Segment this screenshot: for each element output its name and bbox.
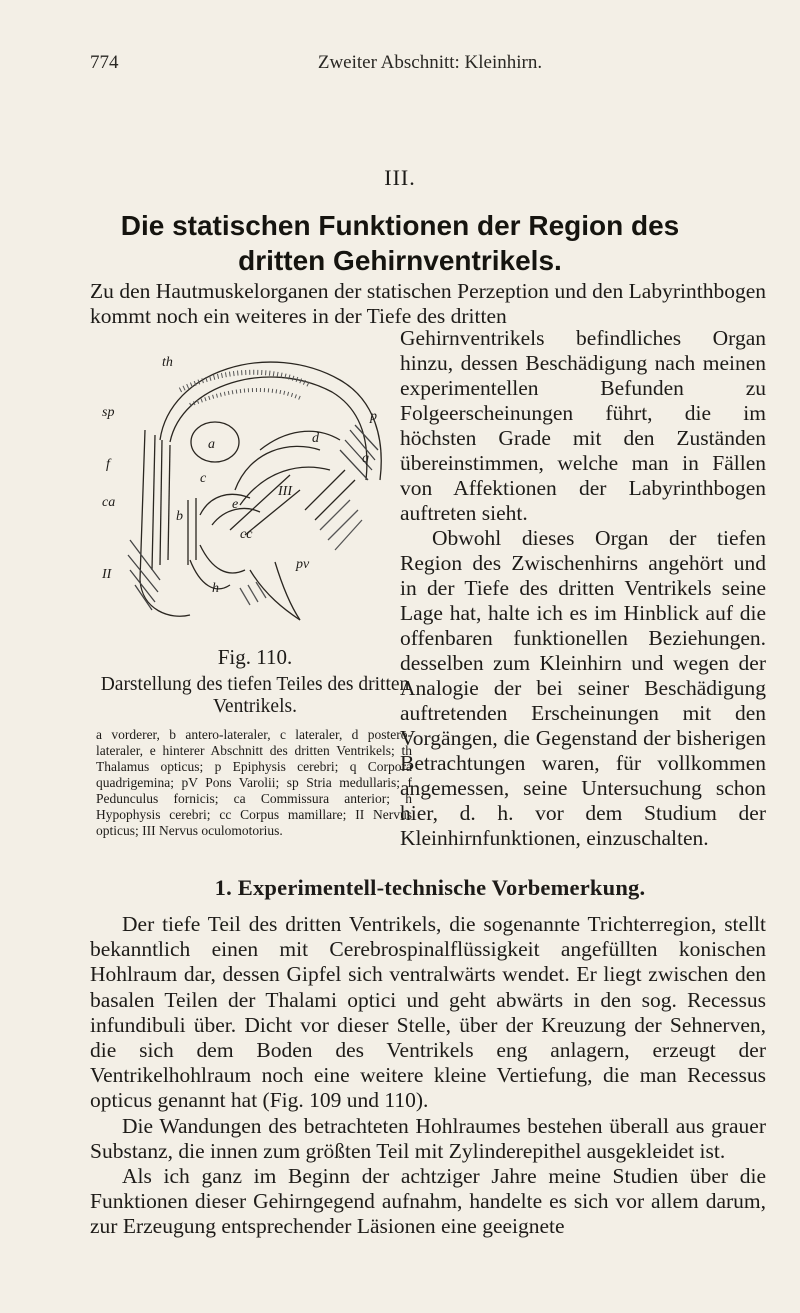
label-II: II xyxy=(102,567,112,582)
label-p: p xyxy=(370,409,377,424)
label-f: f xyxy=(106,457,110,472)
label-a: a xyxy=(208,437,215,452)
brain-section-drawing xyxy=(100,330,400,630)
figure-label: Fig. 110. xyxy=(217,645,293,669)
chapter-title: Die statischen Funktionen der Region des dritten Gehirnventrikels. xyxy=(120,210,680,276)
label-ca: ca xyxy=(102,495,116,510)
running-title: Zweiter Abschnitt: Kleinhirn. xyxy=(317,52,543,73)
label-pv: pv xyxy=(296,557,310,572)
body-paragraph-1: Der tiefe Teil des dritten Ventrikels, die sogenannte Trichterregion, stellt bekanntlich einen mit Cerebrospinalflüssigkeit angefüllten konischen Hohlraum dar, dessen Gipfel sich ventralwärts wendet. Er liegt zwischen den basalen Teilen der Thalami optici und geht abwärts in den sog. Recessus infundibuli über. Dicht vor dieser Stelle, über der Kreuzung der Sehnerven, die sich dem Boden des Ventrikels eng anlagern, erzeugt der Ventrikelhohlraum noch eine weitere kleine Vertiefung, die man Recessus opticus genannt hat (Fig. 109 und 110). xyxy=(90,912,766,1113)
intro-paragraph: Zu den Hautmuskelorganen der statischen Perzeption und den Labyrinthbogen kommt noch ein weiteres in der Tiefe des dritten xyxy=(90,279,766,328)
label-c: c xyxy=(200,471,207,486)
running-head xyxy=(90,52,770,82)
page-number: 774 xyxy=(90,52,119,73)
label-q: q xyxy=(362,451,369,466)
label-d: d xyxy=(312,431,319,446)
right-column-paragraph-1: Gehirnventrikels befindliches Organ hinzu, dessen Beschädigung nach meinen experimentellen Befunden zu Folgeerscheinungen führt, die im höchsten Grade mit den Zuständen übereinstimmen, welche man in Fällen von Affektionen der Labyrinthbogen auftreten sieht. xyxy=(400,326,766,525)
figure-110-illustration xyxy=(100,330,400,630)
figure-legend: a vorderer, b antero-lateraler, c lateraler, d postero-lateraler, e hinterer Abschnitt des dritten Ventrikels; th Thalamus opticus; p Epiphysis cerebri; q Corpora quadrigemina; pV Pons Varolii; sp Stria medullaris; f Pedunculus fornicis; ca Commissura anterior; h Hypophysis cerebri; cc Corpus mamillare; II Nervus opticus; III Nervus oculomotorius. xyxy=(96,727,412,838)
chapter-number: III. xyxy=(384,165,416,190)
body-paragraph-3: Als ich ganz im Beginn der achtziger Jahre meine Studien über die Funktionen dieser Gehirngegend aufnahm, handelte es sich vor allem darum, zur Erzeugung entsprechender Läsionen eine geeignete xyxy=(90,1164,766,1239)
label-e: e xyxy=(232,497,239,512)
label-cc: cc xyxy=(240,527,253,542)
label-III: III xyxy=(278,484,292,499)
body-paragraph-2: Die Wandungen des betrachteten Hohlraumes bestehen überall aus grauer Substanz, die innen zum größten Teil mit Zylinderepithel ausgekleidet ist. xyxy=(90,1113,766,1163)
label-sp: sp xyxy=(102,405,115,420)
figure-caption: Darstellung des tiefen Teiles des dritten Ventrikels. xyxy=(100,674,410,717)
section-body xyxy=(90,912,766,1240)
anterior-oval xyxy=(191,422,239,462)
label-th: th xyxy=(162,355,173,370)
right-column-text xyxy=(400,326,766,851)
label-h: h xyxy=(212,581,219,596)
section-heading: 1. Experimentell-technische Vorbemerkung. xyxy=(214,875,646,900)
label-b: b xyxy=(176,509,183,524)
right-column-paragraph-2: Obwohl dieses Organ der tiefen Region des Zwischenhirns angehört und in der Tiefe des dritten Ventrikels seine Lage hat, halte ich es im Hinblick auf die offenbaren funktionellen Beziehungen. desselben zum Kleinhirn und wegen der Analogie der bei seiner Beschädigung auftretenden Erscheinungen mit den Vorgängen, die Gegenstand der bisherigen Betrachtungen waren, für vollkommen angemessen, seine Untersuchung schon hier, d. h. vor dem Studium der Kleinhirnfunktionen, einzuschalten. xyxy=(400,526,766,850)
thalamus-outline xyxy=(160,362,381,480)
